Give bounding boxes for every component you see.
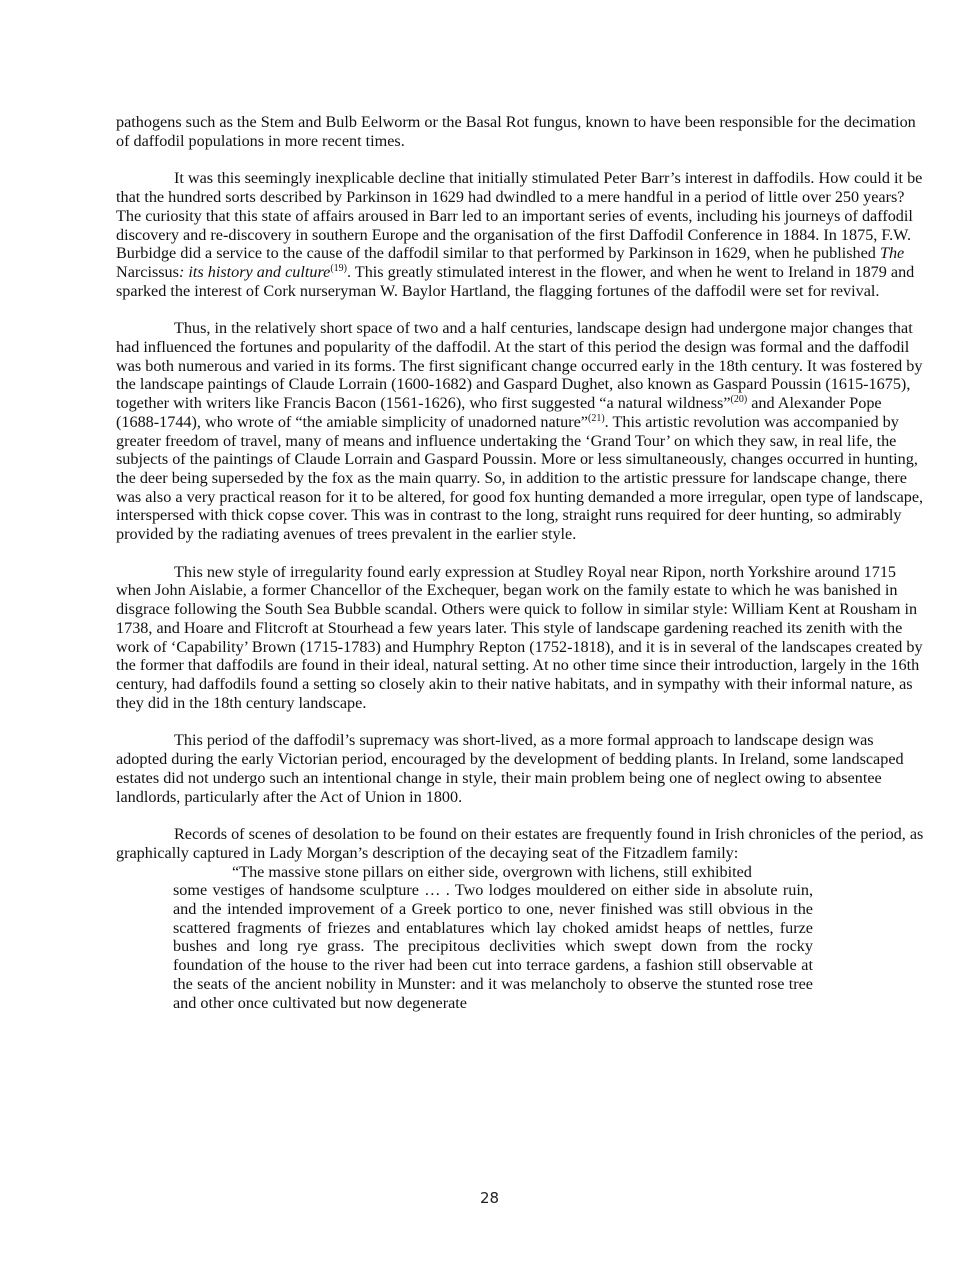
book-title-subtitle: : its history and culture	[178, 262, 331, 281]
page-number: 28	[479, 1189, 500, 1207]
paragraph-barr-text-b: . This greatly stimulated interest in the flower, and when he went to Ireland in 1879 and sparked the interest of Cork nurseryman W. Baylor Hartland, the flagging fortunes of the daffodil were set for revival.	[116, 262, 915, 300]
paragraph-records: Records of scenes of desolation to be found on their estates are frequently found in Irish chronicles of the period, as graphically captured in Lady Morgan’s description of the decaying seat of the Fitzadlem family:	[116, 825, 924, 862]
paragraph-landscape-design	[116, 319, 924, 543]
book-title-narcissus: Narcissus	[116, 262, 179, 281]
paragraph-supremacy: This period of the daffodil’s supremacy was short-lived, as a more formal approach to landscape design was adopted during the early Victorian period, encouraged by the development of bedding plants. In Ireland, some landscaped estates did not undergo such an intentional change in style, their main problem being one of neglect owing to absentee landlords, particularly after the Act of Union in 1800.	[116, 731, 904, 806]
paragraph-irregularity: This new style of irregularity found early expression at Studley Royal near Ripon, north Yorkshire around 1715 when John Aislabie, a former Chancellor of the Exchequer, began work on the family estate to which he was banished in disgrace following the South Sea Bubble scandal. Others were quick to follow in similar style: William Kent at Rousham in 1738, and Hoare and Flitcroft at Stourhead a few years later. This style of landscape gardening reached its zenith with the work of ‘Capability’ Brown (1715-1783) and Humphry Repton (1752-1818), and it is in several of the landscapes created by the former that daffodils are found in their ideal, natural setting. At no other time since their introduction, largely in the 16th century, had daffodils found a setting so closely akin to their native habitats, and in sympathy with their informal nature, as they did in the 18th century landscape.	[116, 562, 923, 712]
reference-19: (19)	[330, 262, 347, 274]
paragraph-barr-text-a: It was this seemingly inexplicable decline that initially stimulated Peter Barr’s interest in daffodils. How could it be that the hundred sorts described by Parkinson in 1629 had dwindled to a mere handful in a period of little over 250 years? The curiosity that this state of affairs aroused in Barr led to an important series of events, including his journeys of daffodil discovery and re-discovery in southern Europe and the organisation of the first Daffodil Conference in 1884. In 1875, F.W. Burbidge did a service to the cause of the daffodil similar to that performed by Parkinson in 1629, when he published	[116, 169, 923, 263]
block-quote-first-line: “The massive stone pillars on either side, overgrown with lichens, still exhibited	[232, 862, 752, 881]
block-quote	[173, 863, 813, 1013]
paragraph-landscape-text-a: Thus, in the relatively short space of two and a half centuries, landscape design had undergone major changes that had influenced the fortunes and popularity of the daffodil. At the start of this period the design was formal and the daffodil was both numerous and varied in its forms. The first significant change occurred early in the 18th century. It was fostered by the landscape paintings of Claude Lorrain (1600-1682) and Gaspard Dughet, also known as Gaspard Poussin (1615-1675), together with writers like Francis Bacon (1561-1626), who first suggested “a natural wildness”	[116, 319, 923, 413]
paragraph-pathogens: pathogens such as the Stem and Bulb Eelworm or the Basal Rot fungus, known to have been responsible for the decimation of daffodil populations in more recent times.	[116, 113, 916, 150]
block-quote-body: some vestiges of handsome sculpture … . Two lodges mouldered on either side in absolute ruin, and the intended improvement of a Greek portico to one, never finished was still obvious in the scattered fragments of friezes and entablatures which lay choked amidst heaps of nettles, furze bushes and long rye grass. The precipitous declivities which swept down from the rocky foundation of the house to the river had been cut into terrace gardens, a fashion still observable at the seats of the ancient nobility in Munster: and it was melancholy to observe the stunted rose tree and other once cultivated but now degenerate	[173, 881, 813, 1012]
paragraph-landscape-text-c: . This artistic revolution was accompanied by greater freedom of travel, many of means and influence undertaking the ‘Grand Tour’ on which they saw, in real life, the subjects of the paintings of Claude Lorrain and Gaspard Poussin. More or less simultaneously, changes occurred in hunting, the deer being superseded by the fox as the main quarry. So, in addition to the artistic pressure for landscape change, there was also a very practical reason for it to be altered, for good fox hunting demanded a more irregular, open type of landscape, interspersed with thick copse cover. This was in contrast to the long, straight runs required for deer hunting, so admirably provided by the radiating avenues of trees prevalent in the earlier style.	[116, 412, 924, 544]
paragraph-barr	[116, 169, 924, 300]
paragraph-landscape-text-b: and Alexander Pope (1688-1744), who wrote of “the amiable simplicity of unadorned nature”	[116, 394, 882, 431]
reference-20: (20)	[730, 394, 748, 406]
page-body	[116, 113, 924, 1012]
book-title-the: The	[879, 244, 905, 263]
reference-21: (21)	[588, 412, 605, 424]
